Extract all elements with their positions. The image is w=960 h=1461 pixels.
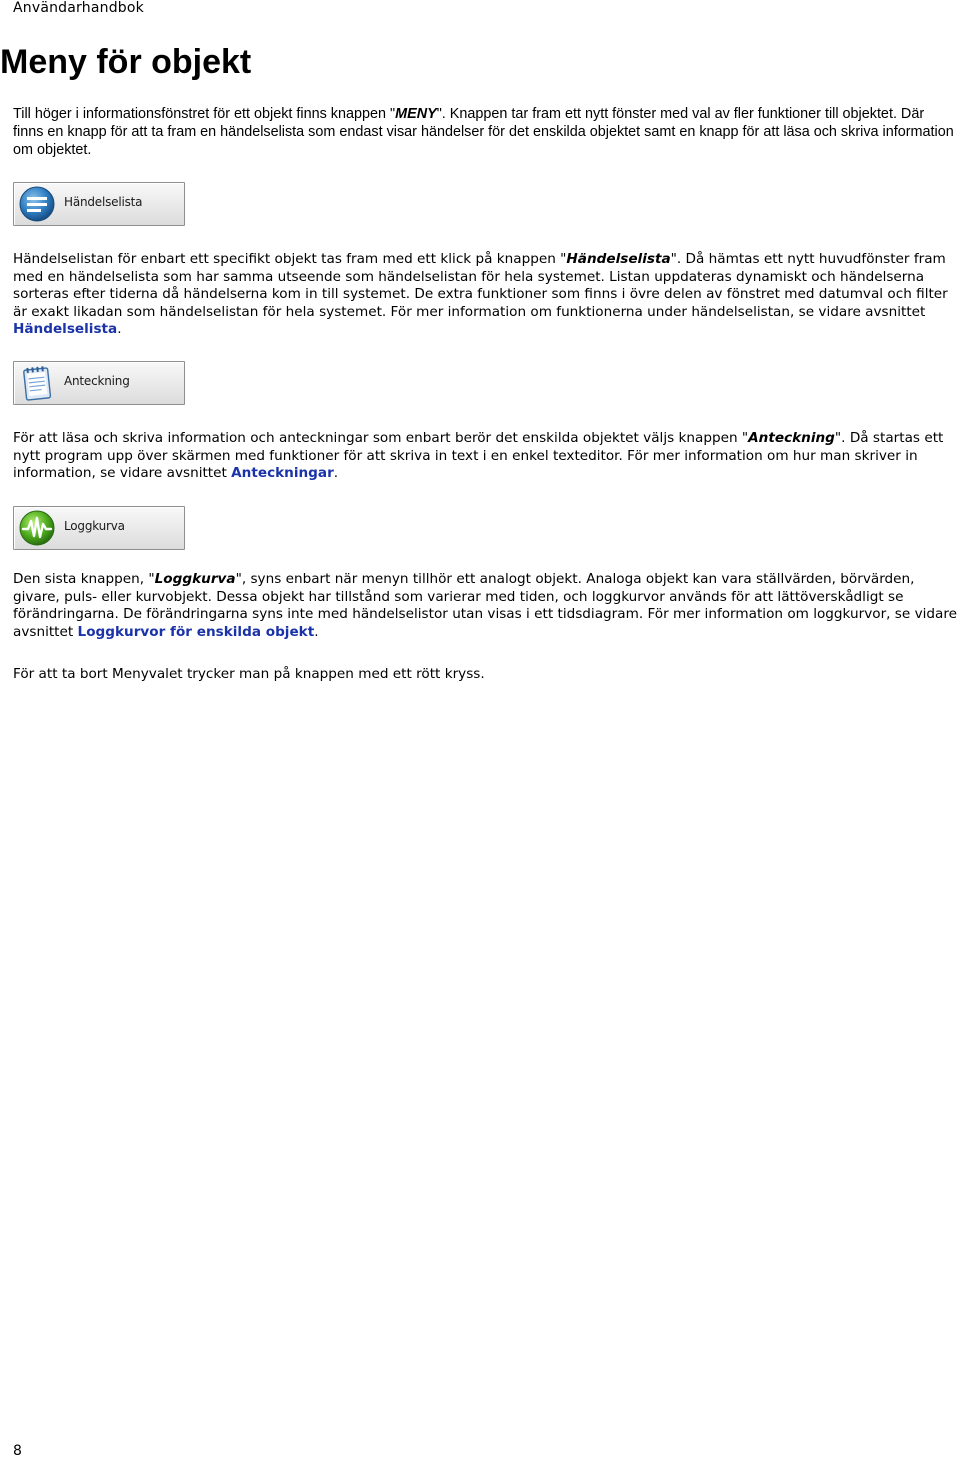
meny-emphasis: MENY [395,106,437,122]
notepad-icon [19,365,55,401]
loggkurva-button-label: Loggkurva [64,519,125,533]
page-title: Meny för objekt [0,43,252,81]
loggkurva-paragraph: Den sista knappen, "Loggkurva", syns enbart när menyn tillhör ett analogt objekt. Analoga objekt kan vara ställvärden, börvärden, givare, puls- eller kurvobjekt. Dessa objekt har tillstånd som varierar med tiden, och loggkurvor används för att lättöverskådligt se förändringarna. De förändringarna syns inte med händelselistor utan visas i ett tidsdiagram. För mer information om loggkurvor, se vidare avsnittet Loggkurvor för enskilda objekt. [13,571,958,640]
document-header: Användarhandbok [13,0,144,16]
handelselista-button[interactable] [13,182,185,226]
page-number: 8 [13,1443,22,1459]
handelselista-paragraph: Händelselistan för enbart ett specifikt objekt tas fram med ett klick på knappen "Händelselista". Då hämtas ett nytt huvudfönster fram med en händelselista som har samma utseende som händelselistan för hela systemet. Listan uppdateras dynamiskt och händelserna sorteras efter tiderna då händelserna kom in till systemet. De extra funktioner som finns i övre delen av fönstret med datumval och filter är exakt likadan som händelselistan för hela systemet. För mer information om funktionerna under händelselistan, se vidare avsnittet Händelselista. [13,251,948,338]
anteckningar-link[interactable]: Anteckningar [231,465,334,482]
intro-paragraph: Till höger i informationsfönstret för ett objekt finns knappen "MENY". Knappen tar fram ett nytt fönster med val av fler funktioner till objektet. Där finns en knapp för att ta fram en händelselista som endast visar händelser för det enskilda objektet samt en knapp för att läsa och skriva information om objektet. [13,106,954,158]
anteckning-button-label: Anteckning [64,374,130,388]
waveform-icon [19,510,55,546]
list-icon [19,186,55,222]
handelselista-button-label: Händelselista [64,195,143,209]
closing-paragraph: För att ta bort Menyvalet trycker man på knappen med ett rött kryss. [13,666,485,682]
loggkurva-button[interactable] [13,506,185,550]
loggkurvor-link[interactable]: Loggkurvor för enskilda objekt [77,623,315,640]
anteckning-button[interactable] [13,361,185,405]
handelselista-link[interactable]: Händelselista [13,321,118,338]
anteckning-paragraph: För att läsa och skriva information och anteckningar som enbart berör det enskilda objektet väljs knappen "Anteckning". Då startas ett nytt program upp över skärmen med funktioner för att skriva in text i en enkel texteditor. För mer information om hur man skriver in information, se vidare avsnittet Anteckningar. [13,430,944,482]
